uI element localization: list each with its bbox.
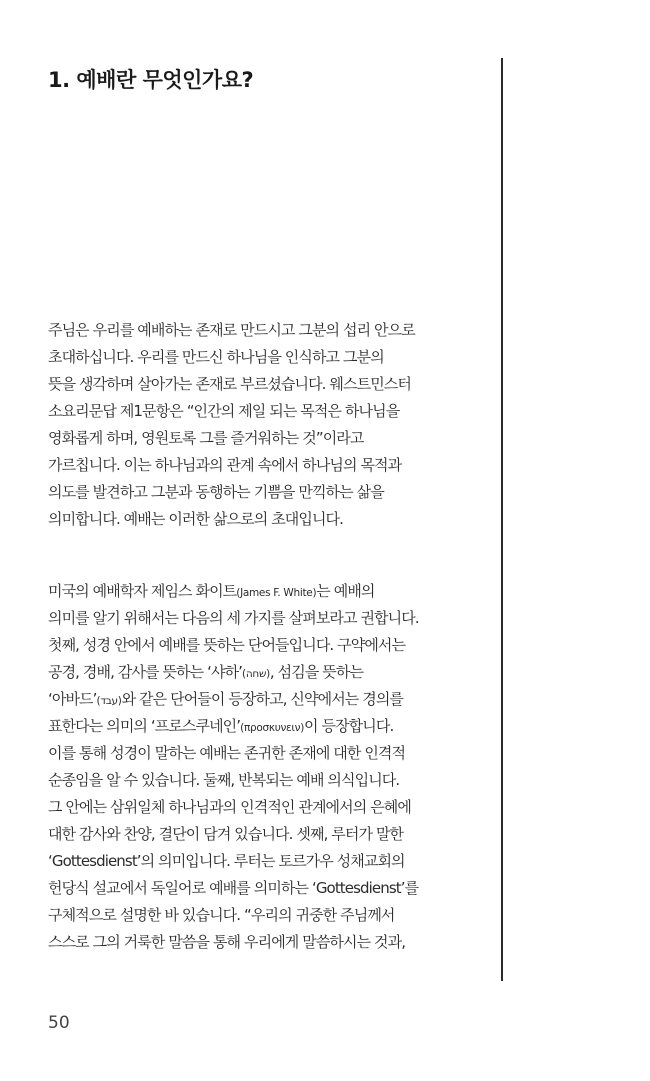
text-line: 영화롭게 하며, 영원토록 그를 즐거워하는 것”이라고: [48, 429, 364, 447]
text-line: 구체적으로 설명한 바 있습니다. “우리의 귀중한 주님께서: [48, 906, 395, 924]
page-number: 50: [48, 1013, 70, 1033]
paragraph-1: [48, 317, 415, 533]
annotation-greek-word: (προσκυνειν): [240, 722, 305, 734]
text-line: 소요리문답 제1문항은 “인간의 제일 되는 목적은 하나님을: [48, 402, 400, 420]
page-title: 1. 예배란 무엇인가요?: [48, 68, 254, 92]
text-line: 그 안에는 삼위일체 하나님과의 인격적인 관계에서의 은혜에: [48, 798, 411, 816]
text-line: [48, 659, 419, 686]
annotation-english-name: (James F. White): [236, 587, 317, 599]
text-line: 의도를 발견하고 그분과 동행하는 기쁨을 만끽하는 삶을: [48, 483, 384, 501]
text-line: 이를 통해 성경이 말하는 예배는 존귀한 존재에 대한 인격적: [48, 744, 406, 762]
annotation-hebrew-word: (שחה): [242, 668, 270, 680]
text-segment: 와 같은 단어들이 등장하고, 신약에서는 경의를: [121, 690, 404, 708]
text-line: 가르칩니다. 이는 하나님과의 관계 속에서 하나님의 목적과: [48, 456, 402, 474]
text-segment: 표한다는 의미의 ‘프로스쿠네인’: [48, 717, 241, 735]
text-segment: 이 등장합니다.: [304, 717, 394, 735]
text-line: 대한 감사와 찬양, 결단이 담겨 있습니다. 셋째, 루터가 말한: [48, 825, 404, 843]
text-segment: ‘아바드’: [48, 690, 97, 708]
paragraph-2: [48, 578, 419, 956]
text-segment: 는 예배의: [316, 582, 375, 600]
vertical-margin-rule: [501, 58, 503, 981]
text-line: 주님은 우리를 예배하는 존재로 만드시고 그분의 섭리 안으로: [48, 321, 415, 339]
text-line: ‘Gottesdienst’의 의미입니다. 루터는 토르가우 성채교회의: [48, 852, 405, 870]
text-line: 뜻을 생각하며 살아가는 존재로 부르셨습니다. 웨스트민스터: [48, 375, 411, 393]
text-line: [48, 686, 419, 713]
text-line: 첫째, 성경 안에서 예배를 뜻하는 단어들입니다. 구약에서는: [48, 636, 406, 654]
text-line: 헌당식 설교에서 독일어로 예배를 의미하는 ‘Gottesdienst’를: [48, 879, 419, 897]
text-line: 순종임을 알 수 있습니다. 둘째, 반복되는 예배 의식입니다.: [48, 771, 400, 789]
text-line: [48, 713, 419, 740]
annotation-hebrew-word: (עבד): [96, 695, 122, 707]
text-line: 의미를 알기 위해서는 다음의 세 가지를 살펴보라고 권합니다.: [48, 609, 419, 627]
text-line: 의미합니다. 예배는 이러한 삶으로의 초대입니다.: [48, 510, 344, 528]
text-line: 스스로 그의 거룩한 말씀을 통해 우리에게 말씀하시는 것과,: [48, 933, 406, 951]
text-segment: 미국의 예배학자 제임스 화이트: [48, 582, 237, 600]
text-segment: , 섬김을 뜻하는: [269, 663, 364, 681]
text-segment: 공경, 경배, 감사를 뜻하는 ‘샤하’: [48, 663, 243, 681]
text-line: 초대하십니다. 우리를 만드신 하나님을 인식하고 그분의: [48, 348, 384, 366]
text-line: [48, 578, 419, 605]
